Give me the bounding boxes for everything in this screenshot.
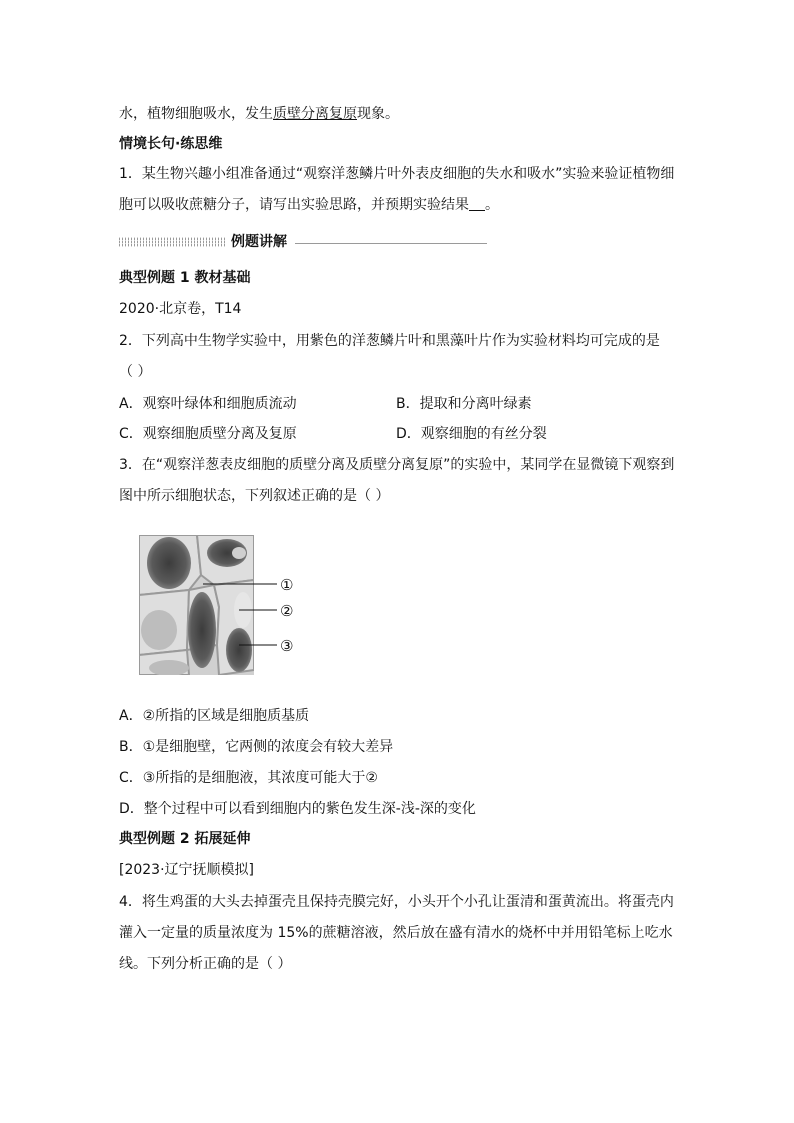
option-b: B．①是细胞壁，它两侧的浓度会有较大差异 bbox=[119, 739, 394, 755]
section-header-title: 例题讲解 bbox=[231, 234, 287, 250]
question-2-line-1: 2．下列高中生物学实验中，用紫色的洋葱鳞片叶和黑藻叶片作为实验材料均可完成的是 bbox=[119, 333, 660, 349]
question-3-line-1: 3．在“观察洋葱表皮细胞的质壁分离及质壁分离复原”的实验中，某同学在显微镜下观察到 bbox=[119, 457, 675, 473]
question-4-line-3: 线。下列分析正确的是（ ） bbox=[119, 956, 292, 972]
text-segment: 。 bbox=[485, 197, 499, 213]
option-a: A．观察叶绿体和细胞质流动 bbox=[119, 396, 297, 412]
example-2-label: 典型例题 2 拓展延伸 bbox=[119, 831, 251, 847]
text-segment: 水，植物细胞吸水，发生 bbox=[119, 106, 273, 122]
option-d: D．整个过程中可以看到细胞内的紫色发生深-浅-深的变化 bbox=[119, 801, 476, 817]
example-2-source: [2023·辽宁抚顺模拟] bbox=[119, 862, 255, 878]
option-a: A．②所指的区域是细胞质基质 bbox=[119, 708, 310, 724]
question-3-line-2: 图中所示细胞状态，下列叙述正确的是（ ） bbox=[119, 488, 390, 504]
question-1-line-2 bbox=[119, 195, 499, 215]
section-header bbox=[119, 232, 487, 252]
example-1-label: 典型例题 1 教材基础 bbox=[119, 270, 251, 286]
question-1-line-1: 1．某生物兴趣小组准备通过“观察洋葱鳞片叶外表皮细胞的失水和吸水”实验来验证植物细 bbox=[119, 166, 675, 182]
question-2-option-row-1 bbox=[119, 394, 297, 414]
option-d: D．观察细胞的有丝分裂 bbox=[396, 426, 547, 442]
figure-label-2: ② bbox=[280, 602, 294, 620]
text-segment: 胞可以吸收蔗糖分子，请写出实验思路，并预期实验结果 bbox=[119, 197, 469, 213]
figure-label-1: ① bbox=[280, 576, 294, 594]
figure-label-3: ③ bbox=[280, 637, 294, 655]
option-c: C．③所指的是细胞液，其浓度可能大于② bbox=[119, 770, 378, 786]
example-1-source: 2020·北京卷，T14 bbox=[119, 301, 242, 317]
decorative-hatch-overlay bbox=[119, 237, 227, 247]
answer-blank bbox=[469, 196, 485, 211]
text-segment: 现象。 bbox=[357, 106, 399, 122]
question-4-line-1: 4．将生鸡蛋的大头去掉蛋壳且保持壳膜完好，小头开个小孔让蛋清和蛋黄流出。将蛋壳内 bbox=[119, 894, 674, 910]
underlined-term: 质壁分离复原 bbox=[273, 106, 357, 122]
question-4-line-2: 灌入一定量的质量浓度为 15%的蔗糖溶液，然后放在盛有清水的烧杯中并用铅笔标上吃水 bbox=[119, 925, 673, 941]
continuation-line bbox=[119, 104, 399, 124]
question-2-line-2: （ ） bbox=[119, 364, 152, 380]
option-c: C．观察细胞质壁分离及复原 bbox=[119, 426, 297, 442]
divider bbox=[295, 243, 487, 244]
section-title: 情境长句·练思维 bbox=[119, 136, 223, 152]
option-b: B．提取和分离叶绿素 bbox=[396, 396, 532, 412]
